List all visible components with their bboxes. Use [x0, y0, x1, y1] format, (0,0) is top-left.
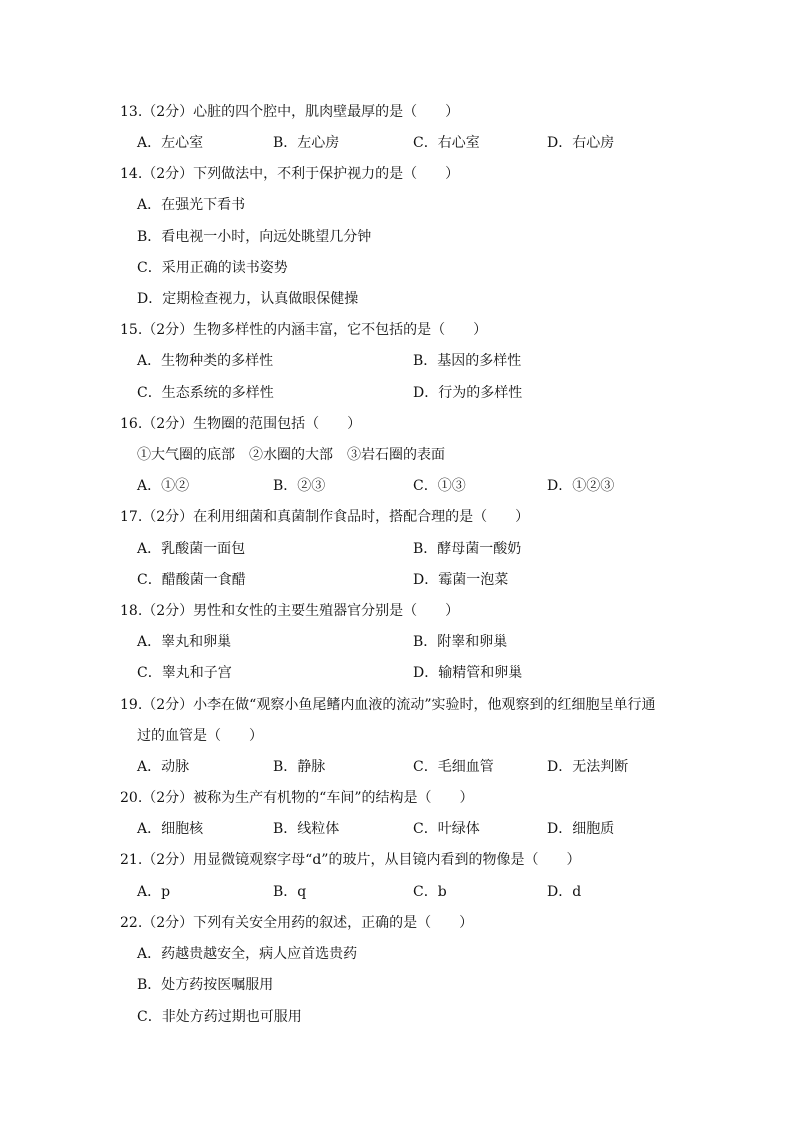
- question-19-option-d: D．无法判断: [547, 759, 629, 775]
- question-22-option-b: B．处方药按医嘱服用: [137, 977, 274, 993]
- question-18-option-b: B．附睾和卵巢: [413, 634, 508, 650]
- question-19-stem: 19.（2分）小李在做“观察小鱼尾鳍内血液的流动”实验时，他观察到的红细胞呈单行通: [120, 697, 656, 713]
- question-16-note: ①大气圈的底部 ②水圈的大部 ③岩石圈的表面: [137, 447, 445, 463]
- question-21-option-d: D．d: [547, 884, 582, 900]
- question-20-option-c: C．叶绿体: [413, 821, 480, 837]
- question-20-option-a: A．细胞核: [137, 821, 204, 837]
- question-13-stem: 13.（2分）心脏的四个腔中，肌肉壁最厚的是（ ）: [120, 104, 460, 120]
- question-20-stem: 20.（2分）被称为生产有机物的“车间”的结构是（ ）: [120, 790, 474, 806]
- question-14-stem: 14.（2分）下列做法中，不利于保护视力的是（ ）: [120, 166, 460, 182]
- question-16-option-b: B．②③: [273, 478, 326, 494]
- question-18-option-a: A．睾丸和卵巢: [137, 634, 232, 650]
- question-17-option-a: A．乳酸菌一面包: [137, 541, 246, 557]
- question-13-option-c: C．右心室: [413, 135, 480, 151]
- question-16-option-d: D．①②③: [547, 478, 615, 494]
- question-22-option-c: C．非处方药过期也可服用: [137, 1009, 302, 1025]
- question-21-option-a: A．p: [137, 884, 171, 900]
- question-22-stem: 22.（2分）下列有关安全用药的叙述，正确的是（ ）: [120, 915, 474, 931]
- question-16-option-c: C．①③: [413, 478, 466, 494]
- question-19-option-b: B．静脉: [273, 759, 326, 775]
- question-16-option-a: A．①②: [137, 478, 190, 494]
- question-14-option-a: A．在强光下看书: [137, 197, 246, 213]
- question-21-option-b: B．q: [273, 884, 307, 900]
- question-18-option-c: C．睾丸和子宫: [137, 665, 232, 681]
- question-18-option-d: D．输精管和卵巢: [413, 665, 523, 681]
- question-19-option-c: C．毛细血管: [413, 759, 494, 775]
- question-22-option-a: A．药越贵越安全，病人应首选贵药: [137, 946, 358, 962]
- question-13-option-a: A．左心室: [137, 135, 204, 151]
- question-13-option-d: D．右心房: [547, 135, 615, 151]
- question-17-option-c: C．醋酸菌一食醋: [137, 572, 246, 588]
- question-15-option-a: A．生物种类的多样性: [137, 353, 274, 369]
- question-17-stem: 17.（2分）在利用细菌和真菌制作食品时，搭配合理的是（ ）: [120, 509, 530, 525]
- question-14-option-c: C．采用正确的读书姿势: [137, 260, 288, 276]
- question-16-stem: 16.（2分）生物圈的范围包括（ ）: [120, 416, 362, 432]
- question-15-option-c: C．生态系统的多样性: [137, 385, 274, 401]
- question-21-option-c: C．b: [413, 884, 447, 900]
- question-17-option-d: D．霉菌一泡菜: [413, 572, 509, 588]
- question-17-option-b: B．酵母菌一酸奶: [413, 541, 522, 557]
- question-15-stem: 15.（2分）生物多样性的内涵丰富，它不包括的是（ ）: [120, 322, 488, 338]
- question-15-option-d: D．行为的多样性: [413, 385, 523, 401]
- question-21-stem: 21.（2分）用显微镜观察字母“d”的玻片，从目镜内看到的物像是（ ）: [120, 852, 581, 868]
- question-13-option-b: B．左心房: [273, 135, 340, 151]
- question-14-option-b: B．看电视一小时，向远处眺望几分钟: [137, 229, 372, 245]
- question-14-option-d: D．定期检查视力，认真做眼保健操: [137, 291, 359, 307]
- question-20-option-b: B．线粒体: [273, 821, 340, 837]
- question-20-option-d: D．细胞质: [547, 821, 615, 837]
- question-15-option-b: B．基因的多样性: [413, 353, 522, 369]
- question-19-stem-continued: 过的血管是（ ）: [137, 728, 263, 744]
- question-19-option-a: A．动脉: [137, 759, 190, 775]
- question-18-stem: 18.（2分）男性和女性的主要生殖器官分别是（ ）: [120, 603, 460, 619]
